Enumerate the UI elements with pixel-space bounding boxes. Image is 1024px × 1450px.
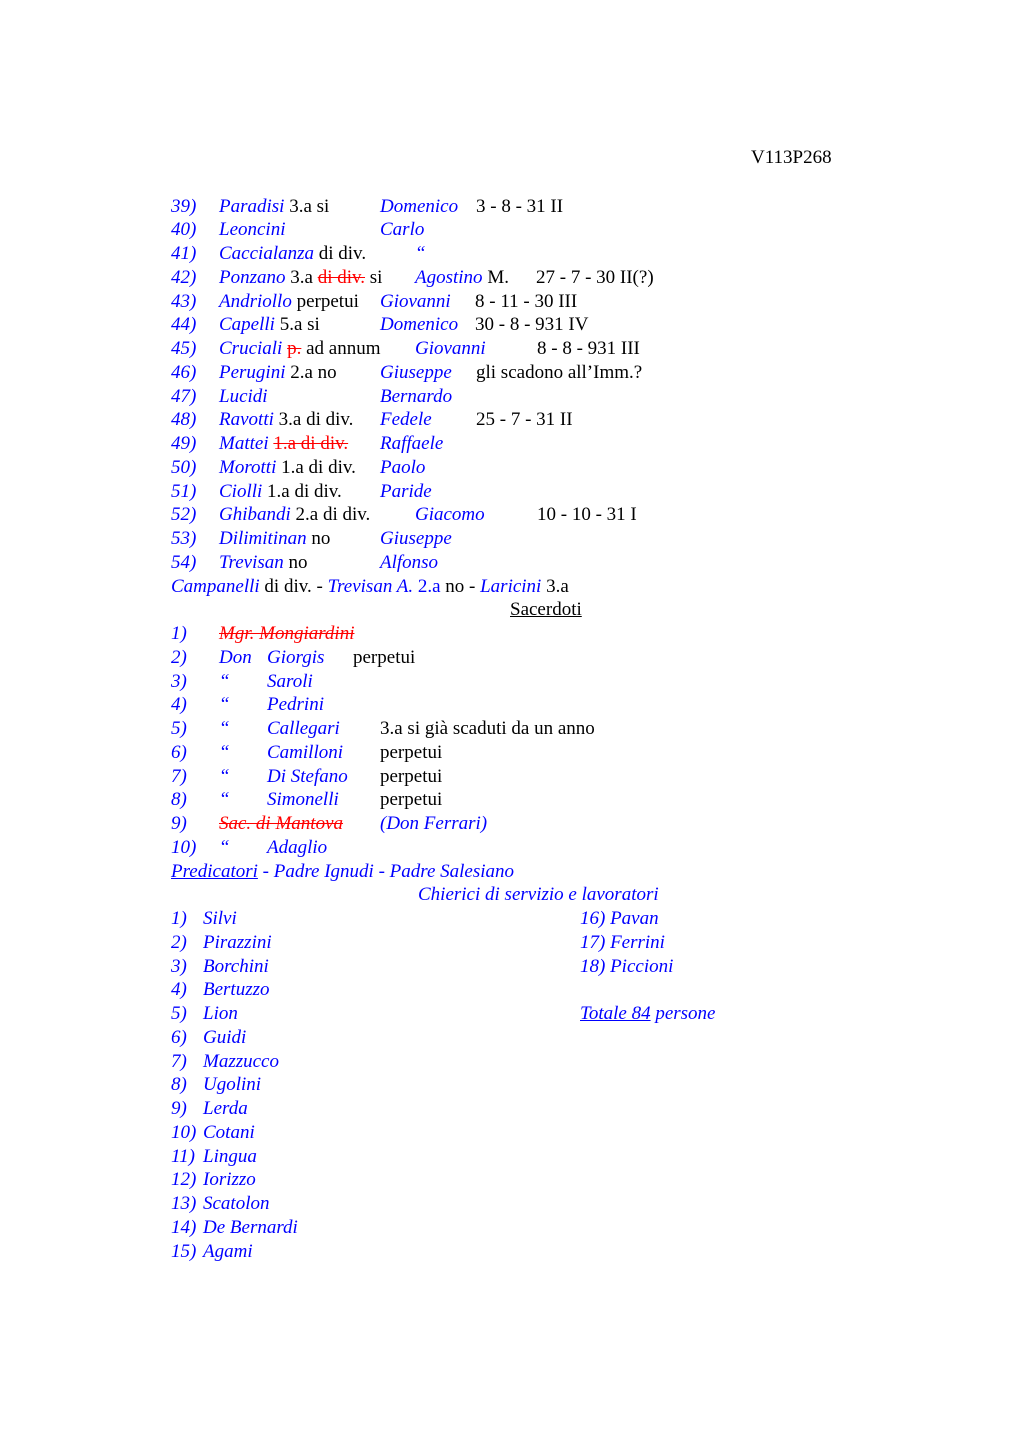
- priest-note: perpetui: [380, 766, 443, 787]
- priest-name: Callegari: [267, 718, 340, 739]
- row-number: 47): [171, 386, 197, 407]
- first-name: Domenico: [380, 314, 459, 335]
- priest-name: Camilloni: [267, 742, 344, 763]
- first-name: Giuseppe: [380, 362, 452, 383]
- row-number: 51): [171, 481, 197, 502]
- row-number: 49): [171, 433, 197, 454]
- student-row: [171, 337, 871, 361]
- ditto-mark: “: [219, 694, 230, 715]
- ditto-mark: “: [219, 671, 230, 692]
- chierici-heading: Chierici di servizio e lavoratori: [418, 884, 659, 905]
- first-name: Giacomo: [415, 504, 485, 525]
- priest-note: perpetui: [353, 647, 416, 668]
- priest-row: [171, 765, 871, 789]
- ditto-mark: “: [219, 766, 230, 787]
- date-note: 8 - 8 - 931 III: [537, 338, 640, 359]
- priest-name: (Don Ferrari): [380, 813, 488, 834]
- student-row: [171, 527, 871, 551]
- priest-row: [171, 741, 871, 765]
- surname-status: Ravotti 3.a di div.: [219, 409, 354, 430]
- total-persons: Totale 84 persone: [580, 1003, 716, 1024]
- date-note: 25 - 7 - 31 II: [476, 409, 573, 430]
- cleric-item: 18) Piccioni: [580, 956, 674, 977]
- row-number: 46): [171, 362, 197, 383]
- ditto-mark: “: [219, 742, 230, 763]
- first-name: Carlo: [380, 219, 425, 240]
- row-number: 1): [171, 623, 187, 644]
- predicatori-line: Predicatori - Padre Ignudi - Padre Salesiano: [171, 861, 515, 882]
- struck-name: Sac. di Mantova: [219, 813, 344, 834]
- row-number: 43): [171, 291, 197, 312]
- surname-status: Ponzano 3.a di div. si: [219, 267, 383, 288]
- title: Don: [219, 647, 252, 668]
- first-name: Giuseppe: [380, 528, 452, 549]
- student-row: [171, 290, 871, 314]
- priest-row: [171, 812, 871, 836]
- priest-name: Di Stefano: [267, 766, 348, 787]
- date-note: 3 - 8 - 31 II: [476, 196, 564, 217]
- surname-status: Andriollo perpetui: [219, 291, 359, 312]
- priest-row: [171, 622, 871, 646]
- date-note: 30 - 8 - 931 IV: [475, 314, 589, 335]
- surname-status: Cruciali p. ad annum: [219, 338, 381, 359]
- student-row: [171, 242, 871, 266]
- row-number: 3): [171, 671, 187, 692]
- student-row: [171, 385, 871, 409]
- priest-note: perpetui: [380, 789, 443, 810]
- row-number: 41): [171, 243, 197, 264]
- page-id: V113P268: [751, 147, 832, 168]
- row-number: 50): [171, 457, 197, 478]
- priest-row: [171, 693, 871, 717]
- student-row: [171, 408, 871, 432]
- priest-note: 3.a si già scaduti da un anno: [380, 718, 595, 739]
- priest-name: Saroli: [267, 671, 313, 692]
- row-number: 4): [171, 694, 187, 715]
- row-number: 42): [171, 267, 197, 288]
- row-number: 9): [171, 813, 187, 834]
- cleric-item: 17) Ferrini: [580, 932, 665, 953]
- row-number: 45): [171, 338, 197, 359]
- priest-row: [171, 717, 871, 741]
- priest-row: [171, 836, 871, 860]
- first-name: Giovanni: [415, 338, 486, 359]
- first-name: Bernardo: [380, 386, 453, 407]
- surname-status: Morotti 1.a di div.: [219, 457, 356, 478]
- date-note: gli scadono all’Imm.?: [476, 362, 643, 383]
- row-number: 48): [171, 409, 197, 430]
- first-name: Paride: [380, 481, 432, 502]
- student-row: [171, 266, 871, 290]
- student-row: [171, 432, 871, 456]
- student-row: [171, 313, 871, 337]
- ditto-mark: “: [415, 243, 426, 264]
- surname: Leoncini: [219, 219, 286, 240]
- student-row: [171, 195, 871, 219]
- row-number: 5): [171, 718, 187, 739]
- priest-name: Adaglio: [267, 837, 328, 858]
- surname-status: Caccialanza di div.: [219, 243, 367, 264]
- row-number: 53): [171, 528, 197, 549]
- row-number: 8): [171, 789, 187, 810]
- row-number: 7): [171, 766, 187, 787]
- priest-name: Pedrini: [267, 694, 324, 715]
- sacerdoti-heading: Sacerdoti: [510, 599, 582, 620]
- priest-name: Simonelli: [267, 789, 339, 810]
- struck-name: Mgr. Mongiardini: [219, 623, 355, 644]
- surname-status: Dilimitinan no: [219, 528, 331, 549]
- first-name: Agostino M.: [415, 267, 509, 288]
- surname-status: Capelli 5.a si: [219, 314, 320, 335]
- surname-status: Perugini 2.a no: [219, 362, 337, 383]
- student-row: [171, 503, 871, 527]
- ditto-mark: “: [219, 718, 230, 739]
- row-number: 6): [171, 742, 187, 763]
- cleric-item: 16) Pavan: [580, 908, 659, 929]
- first-name: Alfonso: [380, 552, 439, 573]
- page: V113P268 39) Paradisi 3.a si Domenico 3 - 8 - 31 II 40) Leoncini Carlo 41) Caccialanza di div. “ 42) Ponzano 3.a di div. si Agostino M. 27 - 7 - 30 II(?) 43) Andriollo perpetui Giovanni 8 - 11 - 30 III 44) Capelli 5.a si Domenico 30 - 8 - 931 IV 45) Cruciali p. ad annum Giovanni 8 - 8 - 931 III 46) Perugini 2.a no Giuseppe gli scadono all’Imm.? 47) Lucidi Bernardo 48) Ravotti 3.a di div. Fedele 25 - 7 - 31 II 49) Mattei 1.a di div. Raffaele 50) Morotti 1.a di div. Paolo 51) Ciolli 1.a di div. Paride 52) Ghibandi 2.a di div. Giacomo 10 - 10 - 31 I 53) Dilimitinan no Giuseppe 54) Trevisan no Alfonso Campanelli di div. - Trevisan A. 2.a no - Laricini 3.a Sacerdoti 1) Mgr. Mongiardini 2) Don Giorgis perpetui 3) “ Saroli 4) “ Pedrini 5) “ Callegari 3.a si già scaduti da un anno 6) “ Camilloni perpetui 7) “ Di Stefano perpetui 8) “ Simonelli perpetui 9) Sac. di Mantova (Don Ferrari) 10) “ Adaglio Predicatori - Padre Ignudi - Padre Salesiano Chierici di servizio e lavoratori 1) Silvi 2) Pirazzini 3) Borchini 4) Bertuzzo 5) Lion 6) Guidi 7) Mazzucco 8) Ugolini 9) Lerda 10) Cotani 11) Lingua 12) Iorizzo 13) Scatolon 14) De Bernardi 15) Agami 16) Pavan 17) Ferrini 18) Piccioni Totale 84 persone: [0, 0, 1024, 1450]
- row-number: 10): [171, 837, 197, 858]
- student-row: [171, 551, 871, 575]
- first-name: Paolo: [380, 457, 426, 478]
- surname: Lucidi: [219, 386, 268, 407]
- row-number: 2): [171, 647, 187, 668]
- priest-row: [171, 670, 871, 694]
- student-row: [171, 456, 871, 480]
- surname-status: Mattei 1.a di div.: [219, 433, 349, 454]
- priest-row: [171, 788, 871, 812]
- first-name: Fedele: [380, 409, 432, 430]
- ditto-mark: “: [219, 837, 230, 858]
- row-number: 44): [171, 314, 197, 335]
- priest-name: Giorgis: [267, 647, 325, 668]
- student-row: [171, 480, 871, 504]
- date-note: 8 - 11 - 30 III: [475, 291, 578, 312]
- date-note: 10 - 10 - 31 I: [537, 504, 637, 525]
- surname-status: Trevisan no: [219, 552, 308, 573]
- row-number: 52): [171, 504, 197, 525]
- date-note: 27 - 7 - 30 II(?): [536, 267, 654, 288]
- surname-status: Ciolli 1.a di div.: [219, 481, 342, 502]
- first-name: Domenico: [380, 196, 459, 217]
- row-number: 39): [171, 196, 197, 217]
- row-number: 54): [171, 552, 197, 573]
- priest-note: perpetui: [380, 742, 443, 763]
- row-number: 40): [171, 219, 197, 240]
- student-row: [171, 361, 871, 385]
- surname-status: Ghibandi 2.a di div.: [219, 504, 371, 525]
- ditto-mark: “: [219, 789, 230, 810]
- extra-students-line: Campanelli di div. - Trevisan A. 2.a no - Laricini 3.a: [171, 576, 569, 597]
- student-row: [171, 218, 871, 242]
- first-name: Giovanni: [380, 291, 451, 312]
- first-name: Raffaele: [380, 433, 444, 454]
- surname-status: Paradisi 3.a si: [219, 196, 330, 217]
- priest-row: [171, 646, 871, 670]
